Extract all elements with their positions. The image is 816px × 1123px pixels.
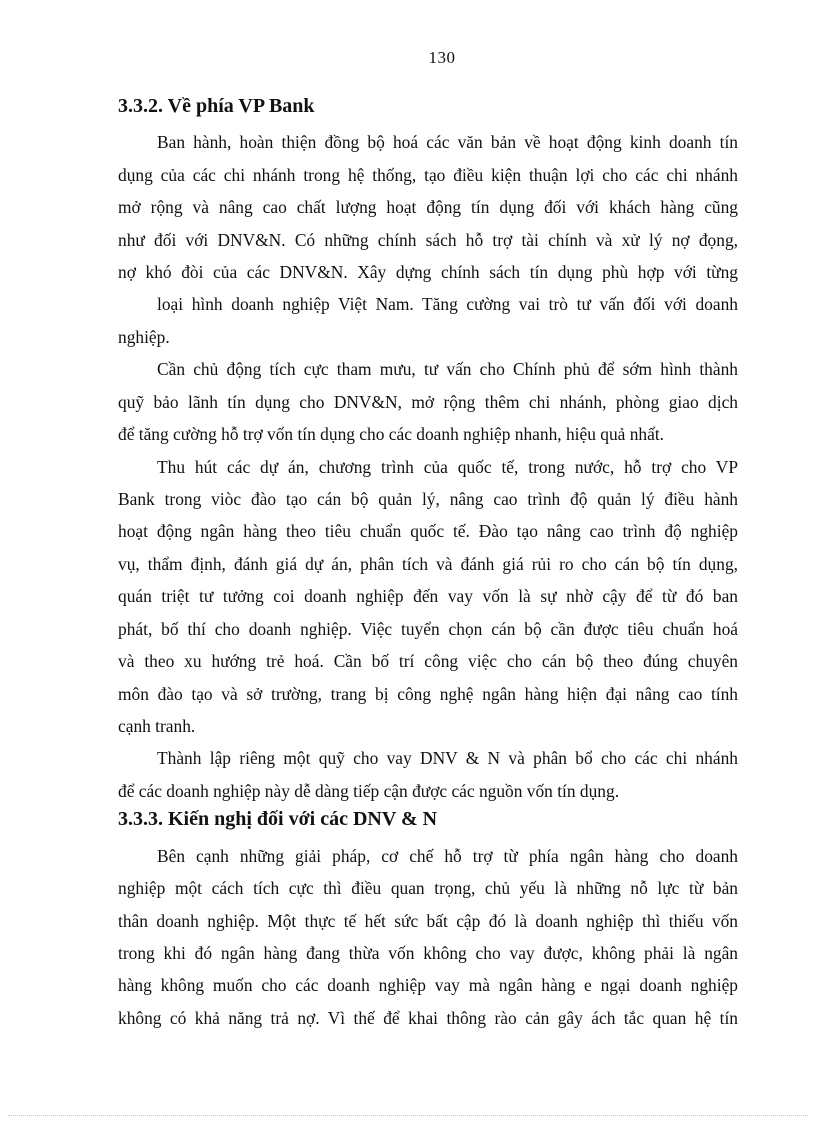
- paragraph-line: cạnh tranh.: [118, 716, 196, 736]
- paragraph-line: không có khả năng trả nợ. Vì thế để khai thông rào cản gây ách tắc quan hệ tín: [118, 1008, 738, 1028]
- paragraph-line: quỹ bảo lãnh tín dụng cho DNV&N, mở rộng thêm chi nhánh, phòng giao dịch: [118, 392, 738, 412]
- paragraph-line: hoạt động ngân hàng theo tiêu chuẩn quốc tế. Đào tạo nâng cao trình độ nghiệp: [118, 521, 738, 541]
- paragraph-line: Cần chủ động tích cực tham mưu, tư vấn cho Chính phủ để sớm hình thành: [157, 359, 738, 379]
- paragraph-line: phát, bố thí cho doanh nghiệp. Việc tuyển chọn cán bộ cần được tiêu chuẩn hoá: [118, 619, 738, 639]
- paragraph-line: mở rộng và nâng cao chất lượng hoạt động tín dụng đối với khách hàng cũng: [118, 197, 738, 217]
- paragraph-line: nghiệp.: [118, 327, 170, 347]
- paragraph-line: nợ khó đòi của các DNV&N. Xây dựng chính sách tín dụng phù hợp với từng: [118, 262, 738, 282]
- page-number: 130: [428, 48, 456, 67]
- paragraph-line: Thu hút các dự án, chương trình của quốc tế, trong nước, hỗ trợ cho VP: [157, 457, 738, 477]
- paragraph-line: và theo xu hướng trẻ hoá. Cần bố trí công việc cho cán bộ theo đúng chuyên: [118, 651, 738, 671]
- paragraph-line: để tăng cường hỗ trợ vốn tín dụng cho các doanh nghiệp nhanh, hiệu quả nhất.: [118, 424, 665, 444]
- paragraph-line: dụng của các chi nhánh trong hệ thống, tạo điều kiện thuận lợi cho các chi nhánh: [118, 165, 738, 185]
- paragraph-line: trong khi đó ngân hàng đang thừa vốn không cho vay được, không phải là ngân: [118, 943, 738, 963]
- paragraph-line: loại hình doanh nghiệp Việt Nam. Tăng cường vai trò tư vấn đối với doanh: [157, 294, 738, 314]
- section-heading-3-3-3: 3.3.3. Kiến nghị đối với các DNV & N: [118, 808, 438, 830]
- paragraph-line: thân doanh nghiệp. Một thực tế hết sức bất cập đó là doanh nghiệp thì thiếu vốn: [118, 911, 738, 931]
- paragraph-line: để các doanh nghiệp này dễ dàng tiếp cận được các nguồn vốn tín dụng.: [118, 781, 620, 801]
- page-bottom-divider: [8, 1115, 808, 1116]
- paragraph-line: nghiệp một cách tích cực thì điều quan trọng, chủ yếu là những nỗ lực từ bản: [118, 878, 738, 898]
- paragraph-line: Bank trong viòc đào tạo cán bộ quản lý, nâng cao trình độ quản lý điều hành: [118, 489, 738, 509]
- paragraph-line: quán triệt tư tưởng coi doanh nghiệp đến vay vốn là sự nhờ cậy để từ đó ban: [118, 586, 738, 606]
- section-heading-3-3-2: 3.3.2. Về phía VP Bank: [118, 95, 315, 117]
- paragraph-line: Ban hành, hoàn thiện đồng bộ hoá các văn bản về hoạt động kinh doanh tín: [157, 132, 738, 152]
- paragraph-line: Bên cạnh những giải pháp, cơ chế hỗ trợ từ phía ngân hàng cho doanh: [157, 846, 738, 866]
- paragraph-line: Thành lập riêng một quỹ cho vay DNV & N và phân bổ cho các chi nhánh: [157, 748, 738, 768]
- paragraph-line: hàng không muốn cho các doanh nghiệp vay mà ngân hàng e ngại doanh nghiệp: [118, 975, 738, 995]
- paragraph-line: như đối với DNV&N. Có những chính sách hỗ trợ tài chính và xử lý nợ đọng,: [118, 230, 738, 250]
- paragraph-line: môn đào tạo và sở trường, trang bị công nghệ ngân hàng hiện đại nâng cao tính: [118, 684, 738, 704]
- paragraph-line: vụ, thẩm định, đánh giá dự án, phân tích và đánh giá rủi ro cho cán bộ tín dụng,: [118, 554, 738, 574]
